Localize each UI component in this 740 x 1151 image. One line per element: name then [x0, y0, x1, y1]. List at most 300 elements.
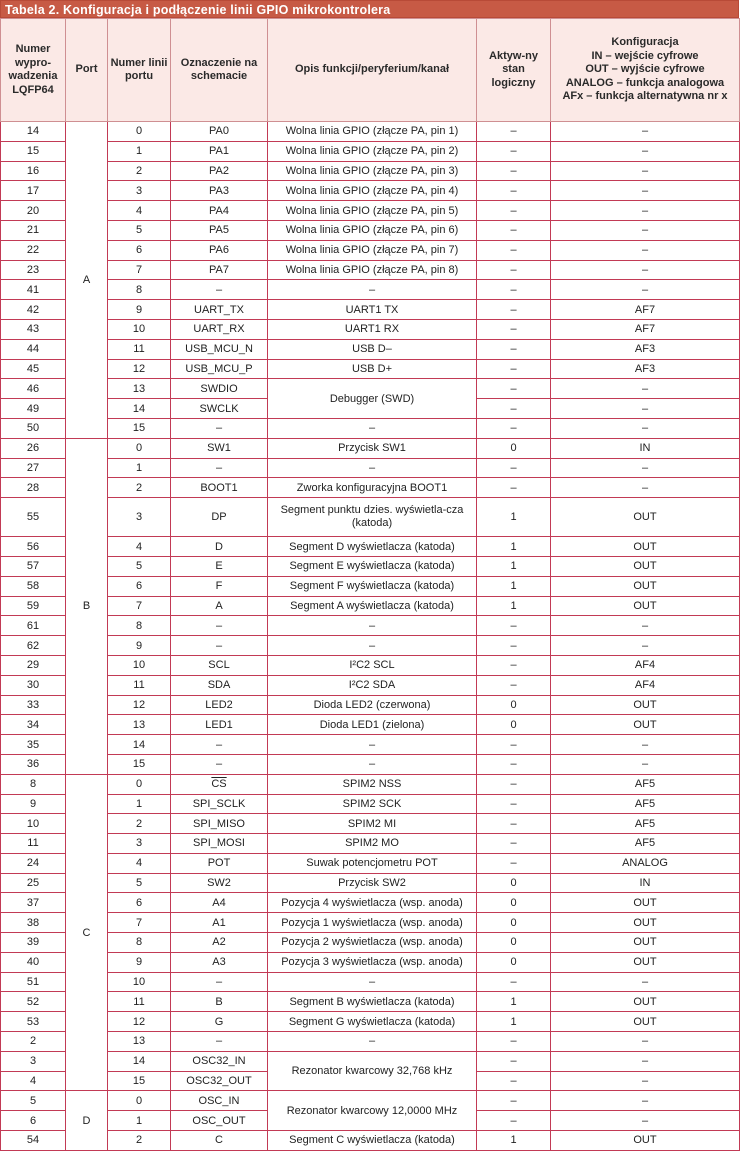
cell-pin: 41: [1, 280, 66, 300]
cell-port: C: [66, 774, 108, 1091]
cell-label: SPI_SCLK: [171, 794, 268, 814]
cell-configuration: –: [551, 1032, 740, 1052]
cell-description: –: [268, 458, 477, 478]
cell-configuration: –: [551, 280, 740, 300]
cell-active-state: –: [477, 754, 551, 774]
cell-active-state: –: [477, 655, 551, 675]
cell-configuration: –: [551, 735, 740, 755]
cell-active-state: 1: [477, 556, 551, 576]
cell-label: $\overline{CS}$: [171, 774, 268, 794]
cell-line: 7: [108, 260, 171, 280]
cell-active-state: 0: [477, 438, 551, 458]
cell-configuration: OUT: [551, 992, 740, 1012]
table-row: [1, 834, 740, 854]
cell-configuration: AF5: [551, 834, 740, 854]
cell-pin: 33: [1, 695, 66, 715]
cell-configuration: AF5: [551, 774, 740, 794]
cell-configuration: –: [551, 260, 740, 280]
cell-active-state: 0: [477, 873, 551, 893]
cell-active-state: 1: [477, 596, 551, 616]
table-row: [1, 952, 740, 972]
cell-active-state: –: [477, 359, 551, 379]
cell-configuration: IN: [551, 438, 740, 458]
cell-configuration: –: [551, 379, 740, 399]
cell-label: PA3: [171, 181, 268, 201]
cell-line: 9: [108, 300, 171, 320]
cell-configuration: –: [551, 181, 740, 201]
table-row: [1, 478, 740, 498]
cell-label: SWDIO: [171, 379, 268, 399]
cell-description: –: [268, 280, 477, 300]
table-row: [1, 1131, 740, 1151]
cell-line: 7: [108, 913, 171, 933]
cell-label: PA7: [171, 260, 268, 280]
cell-line: 10: [108, 319, 171, 339]
cell-pin: 16: [1, 161, 66, 181]
cell-description: Segment G wyświetlacza (katoda): [268, 1012, 477, 1032]
cell-line: 4: [108, 201, 171, 221]
cell-configuration: OUT: [551, 933, 740, 953]
table-row: [1, 933, 740, 953]
cell-description: –: [268, 735, 477, 755]
table-row: [1, 873, 740, 893]
cell-line: 5: [108, 556, 171, 576]
config-legend-analog: ANALOG – funkcja analogowa: [565, 76, 725, 89]
cell-description: SPIM2 MI: [268, 814, 477, 834]
cell-line: 12: [108, 1012, 171, 1032]
cell-description: USB D+: [268, 359, 477, 379]
cell-configuration: –: [551, 399, 740, 419]
header-description: Opis funkcji/peryferium/kanał: [268, 19, 477, 122]
cell-active-state: –: [477, 794, 551, 814]
header-line: Numer linii portu: [108, 19, 171, 122]
cell-line: 14: [108, 399, 171, 419]
table-row: [1, 992, 740, 1012]
cell-line: 15: [108, 1071, 171, 1091]
cell-line: 15: [108, 754, 171, 774]
cell-pin: 44: [1, 339, 66, 359]
cell-label: –: [171, 636, 268, 656]
cell-description: –: [268, 418, 477, 438]
cell-active-state: –: [477, 379, 551, 399]
header-label: Oznaczenie na schemacie: [171, 19, 268, 122]
config-legend-out: OUT – wyjście cyfrowe: [585, 63, 705, 76]
table-row: [1, 913, 740, 933]
cell-label: A2: [171, 933, 268, 953]
config-legend-afx: AFx – funkcja alternatywna nr x: [562, 90, 728, 103]
table-row: [1, 1012, 740, 1032]
table-row: [1, 853, 740, 873]
cell-label: A1: [171, 913, 268, 933]
cell-description: Wolna linia GPIO (złącze PA, pin 3): [268, 161, 477, 181]
cell-label: SW1: [171, 438, 268, 458]
cell-configuration: AF5: [551, 814, 740, 834]
table-row: [1, 260, 740, 280]
cell-active-state: –: [477, 161, 551, 181]
table-row: [1, 754, 740, 774]
table-row: [1, 498, 740, 537]
cell-configuration: OUT: [551, 596, 740, 616]
table-row: [1, 715, 740, 735]
cell-description: Pozycja 2 wyświetlacza (wsp. anoda): [268, 933, 477, 953]
cell-pin: 51: [1, 972, 66, 992]
cell-label: F: [171, 576, 268, 596]
cell-active-state: –: [477, 1091, 551, 1111]
cell-description: –: [268, 1032, 477, 1052]
cell-label: OSC32_IN: [171, 1051, 268, 1071]
cell-pin: 61: [1, 616, 66, 636]
cell-configuration: OUT: [551, 695, 740, 715]
cell-line: 6: [108, 893, 171, 913]
cell-description: Dioda LED2 (czerwona): [268, 695, 477, 715]
cell-pin: 46: [1, 379, 66, 399]
cell-line: 1: [108, 141, 171, 161]
cell-pin: 6: [1, 1111, 66, 1131]
cell-line: 3: [108, 181, 171, 201]
cell-pin: 52: [1, 992, 66, 1012]
cell-label: USB_MCU_P: [171, 359, 268, 379]
cell-active-state: –: [477, 972, 551, 992]
cell-label: –: [171, 418, 268, 438]
cell-pin: 49: [1, 399, 66, 419]
cell-label: PA2: [171, 161, 268, 181]
table-row: [1, 675, 740, 695]
cell-pin: 37: [1, 893, 66, 913]
cell-configuration: –: [551, 972, 740, 992]
table-row: [1, 695, 740, 715]
cell-label: OSC_OUT: [171, 1111, 268, 1131]
table-row: [1, 616, 740, 636]
cell-description: Wolna linia GPIO (złącze PA, pin 6): [268, 220, 477, 240]
cell-active-state: –: [477, 260, 551, 280]
table-row: [1, 240, 740, 260]
cell-pin: 28: [1, 478, 66, 498]
cell-line: 14: [108, 735, 171, 755]
cell-line: 15: [108, 418, 171, 438]
cell-description: Segment C wyświetlacza (katoda): [268, 1131, 477, 1151]
cell-line: 2: [108, 814, 171, 834]
cell-active-state: –: [477, 1032, 551, 1052]
cell-label: USB_MCU_N: [171, 339, 268, 359]
table-row: [1, 556, 740, 576]
cell-configuration: AF7: [551, 319, 740, 339]
cell-description: Pozycja 4 wyświetlacza (wsp. anoda): [268, 893, 477, 913]
table-row: [1, 1051, 740, 1071]
cell-pin: 2: [1, 1032, 66, 1052]
cell-active-state: –: [477, 399, 551, 419]
cell-description: Segment punktu dzies. wyświetla-cza (katoda): [268, 498, 477, 537]
cell-pin: 35: [1, 735, 66, 755]
cell-description: Segment D wyświetlacza (katoda): [268, 537, 477, 557]
cell-label: SPI_MISO: [171, 814, 268, 834]
cell-line: 0: [108, 438, 171, 458]
cell-active-state: 1: [477, 537, 551, 557]
table-row: [1, 339, 740, 359]
cell-configuration: –: [551, 122, 740, 142]
cell-pin: 53: [1, 1012, 66, 1032]
cell-configuration: –: [551, 240, 740, 260]
table-row: [1, 794, 740, 814]
table-row: [1, 220, 740, 240]
cell-line: 9: [108, 636, 171, 656]
cell-label: SPI_MOSI: [171, 834, 268, 854]
cell-pin: 29: [1, 655, 66, 675]
cell-description: Przycisk SW2: [268, 873, 477, 893]
table-row: [1, 537, 740, 557]
cell-pin: 10: [1, 814, 66, 834]
table-row: [1, 319, 740, 339]
cell-configuration: –: [551, 201, 740, 221]
cell-line: 12: [108, 359, 171, 379]
table-body: [1, 122, 740, 1151]
cell-active-state: –: [477, 319, 551, 339]
cell-line: 5: [108, 220, 171, 240]
cell-label: PA5: [171, 220, 268, 240]
cell-configuration: IN: [551, 873, 740, 893]
cell-pin: 26: [1, 438, 66, 458]
cell-label: –: [171, 754, 268, 774]
cell-active-state: –: [477, 834, 551, 854]
cell-description: Segment F wyświetlacza (katoda): [268, 576, 477, 596]
cell-description: Segment B wyświetlacza (katoda): [268, 992, 477, 1012]
cell-line: 12: [108, 695, 171, 715]
config-legend-in: IN – wejście cyfrowe: [591, 49, 699, 62]
cell-label: SDA: [171, 675, 268, 695]
cell-pin: 25: [1, 873, 66, 893]
cell-active-state: 1: [477, 1131, 551, 1151]
cell-line: 8: [108, 616, 171, 636]
cell-pin: 21: [1, 220, 66, 240]
cell-active-state: 0: [477, 695, 551, 715]
cell-label: –: [171, 735, 268, 755]
table-row: [1, 596, 740, 616]
cell-line: 13: [108, 715, 171, 735]
cell-configuration: –: [551, 1071, 740, 1091]
cell-pin: 5: [1, 1091, 66, 1111]
cell-pin: 54: [1, 1131, 66, 1151]
cell-label: A4: [171, 893, 268, 913]
cell-description: Segment E wyświetlacza (katoda): [268, 556, 477, 576]
cell-label: BOOT1: [171, 478, 268, 498]
cell-pin: 9: [1, 794, 66, 814]
table-row: [1, 458, 740, 478]
cell-description: Wolna linia GPIO (złącze PA, pin 7): [268, 240, 477, 260]
cell-pin: 43: [1, 319, 66, 339]
cell-label: –: [171, 972, 268, 992]
table-row: [1, 141, 740, 161]
cell-line: 5: [108, 873, 171, 893]
cell-line: 1: [108, 458, 171, 478]
cell-pin: 15: [1, 141, 66, 161]
cell-configuration: –: [551, 1111, 740, 1131]
cell-line: 3: [108, 834, 171, 854]
cell-description: Wolna linia GPIO (złącze PA, pin 4): [268, 181, 477, 201]
cell-configuration: AF3: [551, 339, 740, 359]
cell-configuration: OUT: [551, 952, 740, 972]
table-row: [1, 438, 740, 458]
cell-active-state: –: [477, 774, 551, 794]
config-title: Konfiguracja: [611, 36, 679, 49]
cell-configuration: –: [551, 616, 740, 636]
cell-label: D: [171, 537, 268, 557]
cell-line: 1: [108, 1111, 171, 1131]
cell-pin: 24: [1, 853, 66, 873]
cell-description: Zworka konfiguracyjna BOOT1: [268, 478, 477, 498]
gpio-config-table: [0, 18, 740, 1151]
cell-configuration: OUT: [551, 576, 740, 596]
cell-active-state: 0: [477, 913, 551, 933]
table-row: [1, 735, 740, 755]
cell-active-state: –: [477, 181, 551, 201]
cell-active-state: –: [477, 814, 551, 834]
cell-pin: 50: [1, 418, 66, 438]
cell-active-state: –: [477, 280, 551, 300]
cell-line: 8: [108, 280, 171, 300]
table-row: [1, 280, 740, 300]
cell-pin: 22: [1, 240, 66, 260]
cell-configuration: OUT: [551, 1012, 740, 1032]
cell-active-state: 1: [477, 992, 551, 1012]
cell-active-state: 0: [477, 893, 551, 913]
cell-configuration: –: [551, 458, 740, 478]
cell-configuration: –: [551, 220, 740, 240]
cell-active-state: –: [477, 300, 551, 320]
table-row: [1, 379, 740, 399]
cell-description: I²C2 SCL: [268, 655, 477, 675]
cell-description: Rezonator kwarcowy 12,0000 MHz: [268, 1091, 477, 1131]
cell-pin: 34: [1, 715, 66, 735]
cell-label: POT: [171, 853, 268, 873]
cell-label: PA1: [171, 141, 268, 161]
cell-line: 10: [108, 655, 171, 675]
cell-configuration: OUT: [551, 556, 740, 576]
cell-active-state: –: [477, 339, 551, 359]
cell-port: B: [66, 438, 108, 774]
cell-pin: 30: [1, 675, 66, 695]
cell-label: –: [171, 1032, 268, 1052]
cell-label: C: [171, 1131, 268, 1151]
cell-pin: 62: [1, 636, 66, 656]
table-row: [1, 122, 740, 142]
cell-description: Segment A wyświetlacza (katoda): [268, 596, 477, 616]
cell-active-state: –: [477, 1071, 551, 1091]
cell-active-state: –: [477, 141, 551, 161]
cell-line: 10: [108, 972, 171, 992]
cell-label: LED1: [171, 715, 268, 735]
table-row: [1, 576, 740, 596]
cell-configuration: –: [551, 1091, 740, 1111]
cell-label: SCL: [171, 655, 268, 675]
cell-label: LED2: [171, 695, 268, 715]
cell-line: 4: [108, 853, 171, 873]
cell-configuration: AF5: [551, 794, 740, 814]
cell-active-state: –: [477, 122, 551, 142]
cell-description: SPIM2 MO: [268, 834, 477, 854]
cell-label: –: [171, 458, 268, 478]
cell-pin: 3: [1, 1051, 66, 1071]
cell-description: Debugger (SWD): [268, 379, 477, 419]
cell-port: D: [66, 1091, 108, 1150]
cell-label: DP: [171, 498, 268, 537]
cell-description: Pozycja 1 wyświetlacza (wsp. anoda): [268, 913, 477, 933]
cell-pin: 14: [1, 122, 66, 142]
cell-description: Dioda LED1 (zielona): [268, 715, 477, 735]
cell-label: –: [171, 616, 268, 636]
cell-pin: 23: [1, 260, 66, 280]
cell-pin: 39: [1, 933, 66, 953]
cell-description: Rezonator kwarcowy 32,768 kHz: [268, 1051, 477, 1091]
cell-label: SW2: [171, 873, 268, 893]
cell-description: –: [268, 754, 477, 774]
cell-configuration: OUT: [551, 715, 740, 735]
cell-active-state: –: [477, 1051, 551, 1071]
cell-active-state: –: [477, 675, 551, 695]
cell-line: 3: [108, 498, 171, 537]
cell-line: 11: [108, 992, 171, 1012]
cell-pin: 57: [1, 556, 66, 576]
table-row: [1, 359, 740, 379]
cell-active-state: –: [477, 240, 551, 260]
cell-pin: 42: [1, 300, 66, 320]
cell-configuration: –: [551, 1051, 740, 1071]
cell-pin: 17: [1, 181, 66, 201]
cell-pin: 36: [1, 754, 66, 774]
cell-line: 11: [108, 339, 171, 359]
header-pin: Numer wypro-wadzenia LQFP64: [1, 19, 66, 122]
cell-description: SPIM2 NSS: [268, 774, 477, 794]
table-row: [1, 774, 740, 794]
cell-configuration: AF4: [551, 675, 740, 695]
cell-active-state: –: [477, 735, 551, 755]
cell-line: 6: [108, 240, 171, 260]
cell-pin: 55: [1, 498, 66, 537]
cell-active-state: –: [477, 458, 551, 478]
cell-active-state: 1: [477, 498, 551, 537]
cell-label: UART_TX: [171, 300, 268, 320]
cell-line: 9: [108, 952, 171, 972]
cell-description: Wolna linia GPIO (złącze PA, pin 1): [268, 122, 477, 142]
cell-configuration: OUT: [551, 893, 740, 913]
cell-label: A: [171, 596, 268, 616]
cell-line: 2: [108, 161, 171, 181]
cell-description: Pozycja 3 wyświetlacza (wsp. anoda): [268, 952, 477, 972]
cell-description: –: [268, 972, 477, 992]
table-row: [1, 418, 740, 438]
cell-label: E: [171, 556, 268, 576]
cell-label: PA6: [171, 240, 268, 260]
cell-line: 14: [108, 1051, 171, 1071]
cell-pin: 38: [1, 913, 66, 933]
table-row: [1, 1032, 740, 1052]
cell-line: 0: [108, 122, 171, 142]
cell-description: –: [268, 616, 477, 636]
cell-active-state: 0: [477, 952, 551, 972]
cell-description: Wolna linia GPIO (złącze PA, pin 5): [268, 201, 477, 221]
cell-line: 0: [108, 774, 171, 794]
cell-description: UART1 RX: [268, 319, 477, 339]
cell-configuration: OUT: [551, 1131, 740, 1151]
cell-label: PA0: [171, 122, 268, 142]
cell-description: Wolna linia GPIO (złącze PA, pin 2): [268, 141, 477, 161]
cell-label: OSC_IN: [171, 1091, 268, 1111]
cell-configuration: OUT: [551, 498, 740, 537]
cell-line: 4: [108, 537, 171, 557]
cell-pin: 58: [1, 576, 66, 596]
cell-description: Wolna linia GPIO (złącze PA, pin 8): [268, 260, 477, 280]
table-row: [1, 300, 740, 320]
cell-line: 6: [108, 576, 171, 596]
cell-pin: 40: [1, 952, 66, 972]
